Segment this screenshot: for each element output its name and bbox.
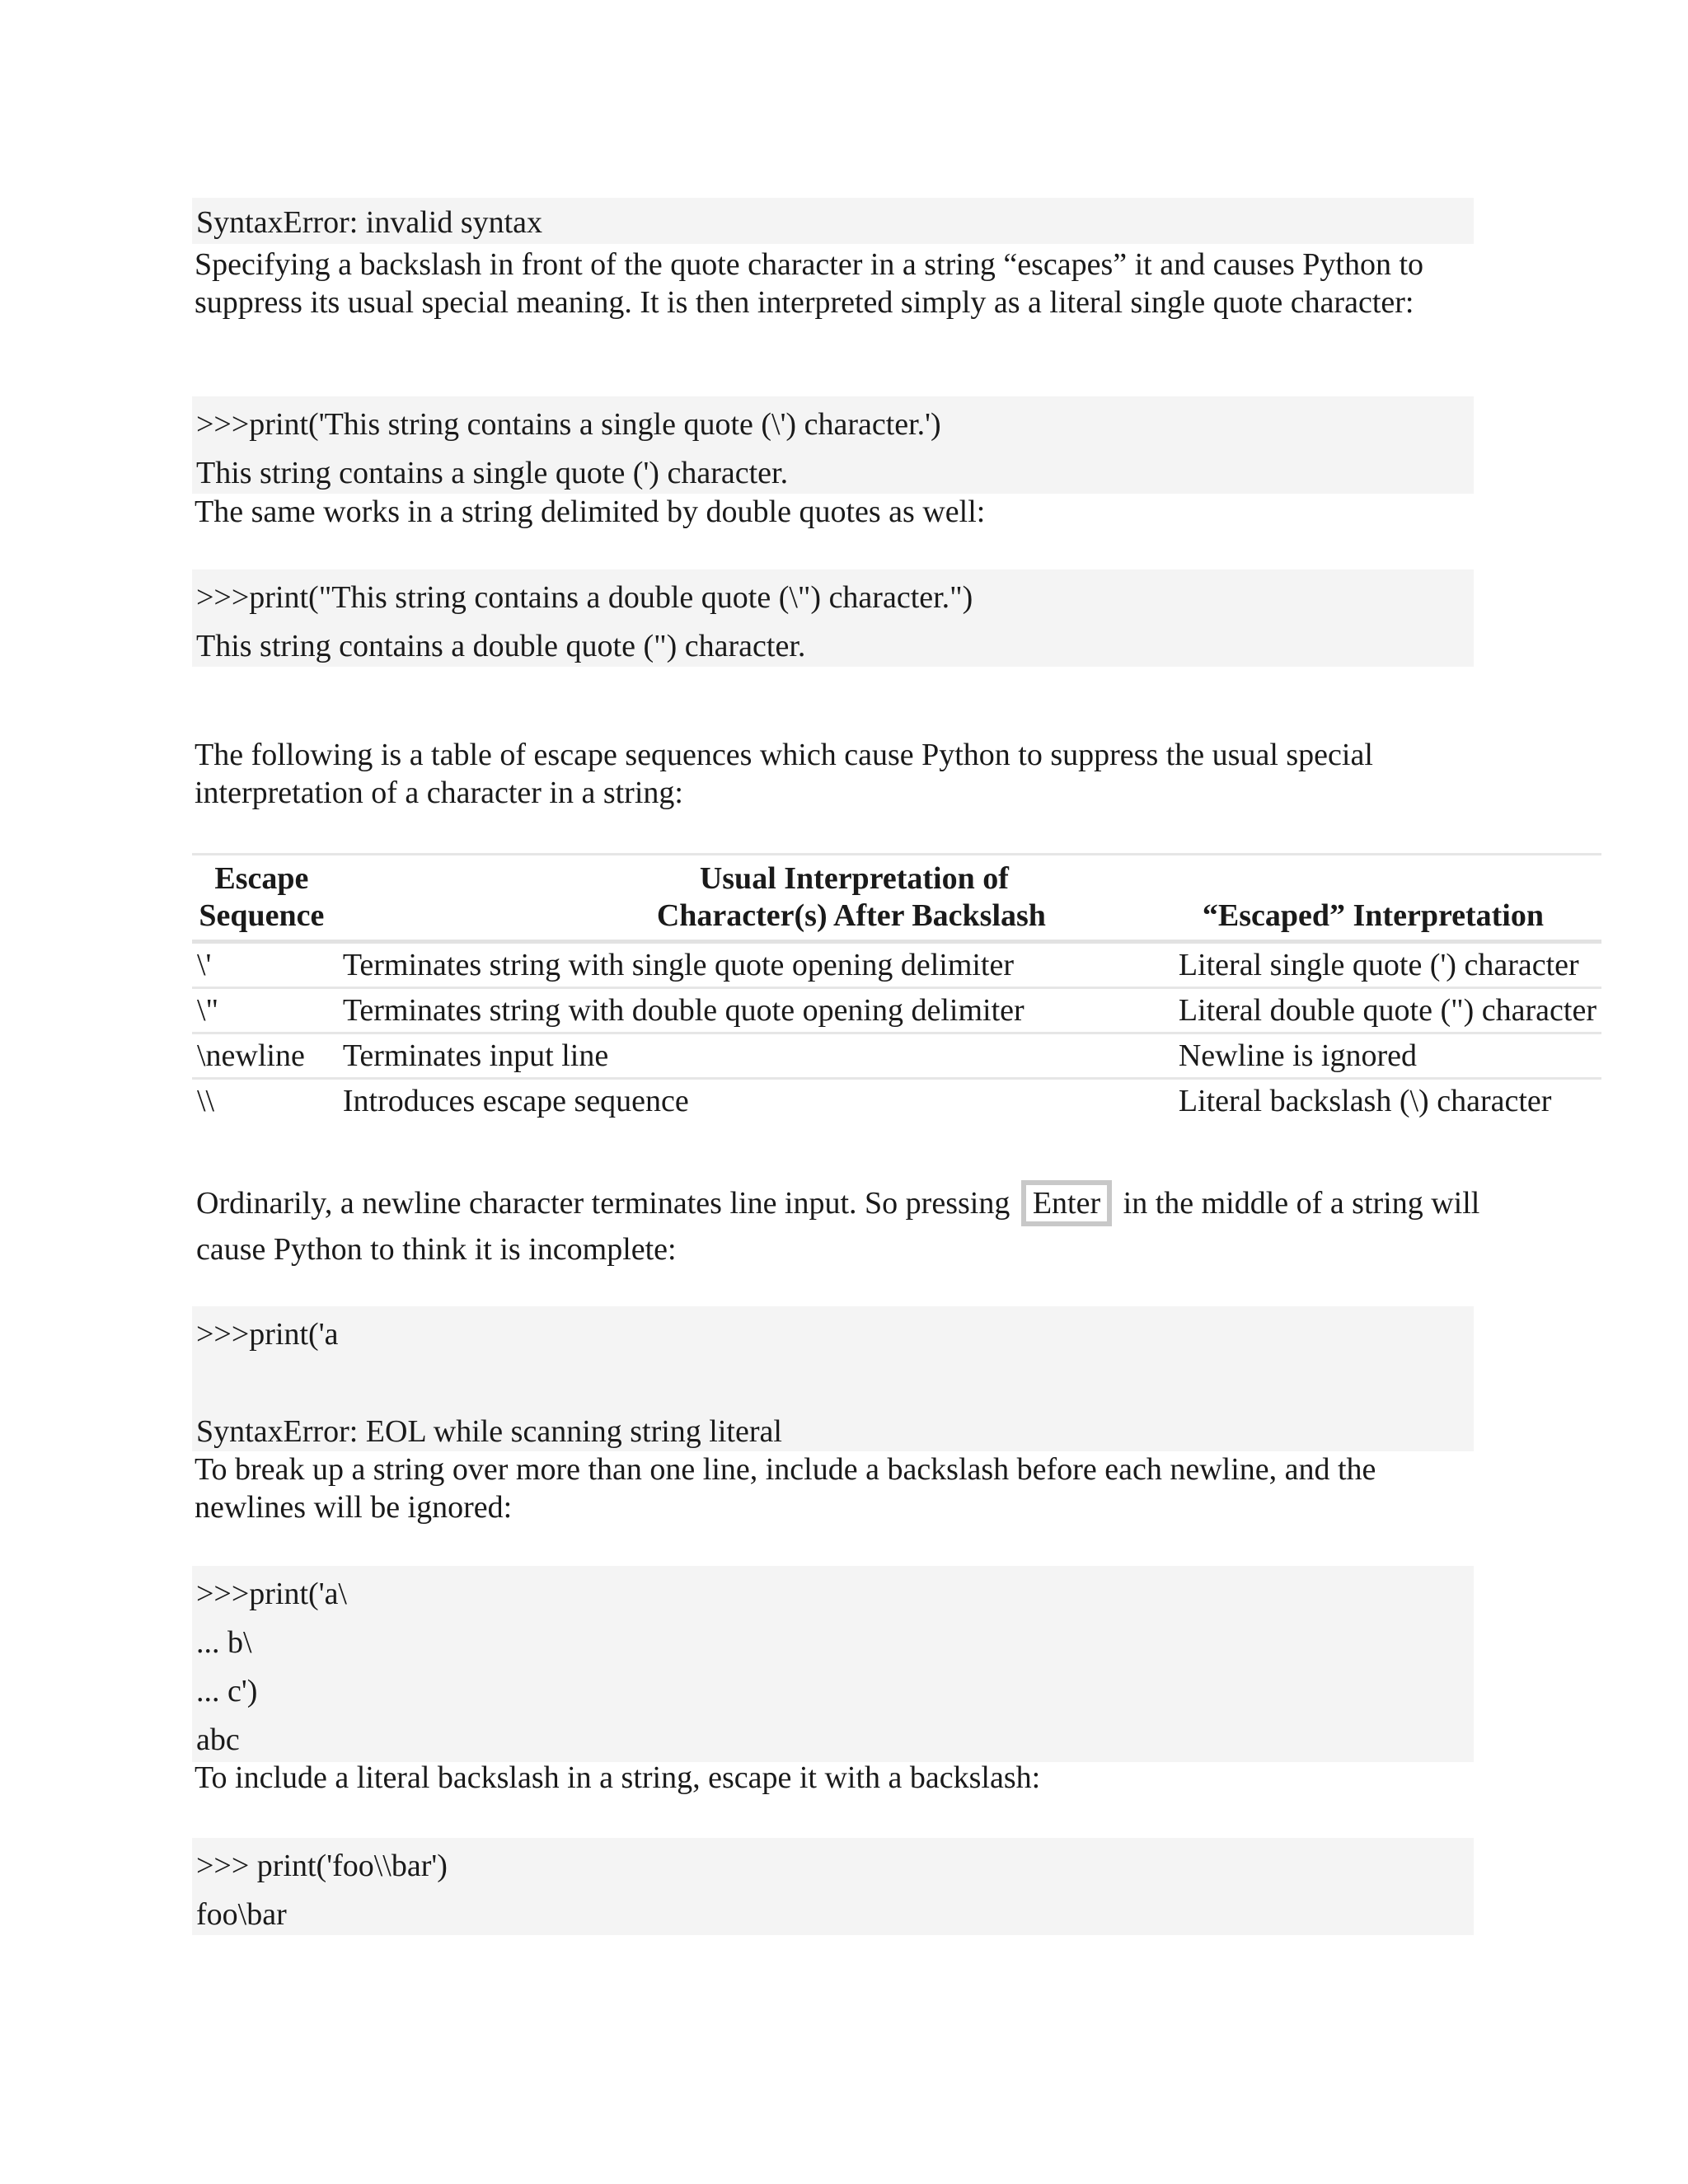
cell-escape: \' xyxy=(192,942,331,988)
paragraph-literal-backslash: To include a literal backslash in a string, escape it with a backslash: xyxy=(195,1760,1041,1795)
code-line: >>> print('foo\\bar') xyxy=(196,1849,448,1883)
header-escape-sequence xyxy=(192,855,331,942)
cell-escape: \" xyxy=(192,988,331,1033)
cell-escaped: Literal single quote (') character xyxy=(1179,942,1601,988)
cell-escaped: Literal backslash (\) character xyxy=(1178,1084,1552,1118)
paragraph-newline-input xyxy=(196,1180,1482,1272)
escape-sequence-table xyxy=(192,853,1601,1122)
header-text: Escape xyxy=(214,861,309,896)
cell-usual: Introduces escape sequence xyxy=(342,1084,689,1118)
cell-escaped: Newline is ignored xyxy=(1179,1033,1601,1079)
header-escaped-interpretation xyxy=(1179,855,1601,942)
cell-usual: Terminates string with double quote opening delimiter xyxy=(331,988,1179,1033)
code-line: ... b\ xyxy=(196,1625,252,1660)
code-output: SyntaxError: EOL while scanning string literal xyxy=(196,1414,782,1449)
code-block-eol-error xyxy=(192,1306,1474,1451)
paragraph-table-intro: The following is a table of escape sequences which cause Python to suppress the usual special interpretation of a character in a string: xyxy=(195,738,1373,810)
table-row xyxy=(192,942,1601,988)
code-output: This string contains a single quote (') character. xyxy=(196,456,789,490)
code-line: ... c') xyxy=(196,1674,258,1708)
enter-key: Enter xyxy=(1021,1180,1112,1226)
table-row xyxy=(192,1079,1601,1123)
code-line: >>>print('a xyxy=(196,1317,339,1352)
header-text: Usual Interpretation of xyxy=(699,861,1009,896)
code-line: >>>print("This string contains a double quote (\") character.") xyxy=(196,580,973,615)
paragraph-text: Ordinarily, a newline character terminates line input. So pressing xyxy=(196,1186,1010,1221)
table-header-row xyxy=(192,855,1601,942)
cell-escape: \\ xyxy=(197,1084,215,1118)
paragraph-line-continuation: To break up a string over more than one line, include a backslash before each newline, and the newlines will be ignored: xyxy=(195,1452,1376,1525)
cell-usual: Terminates input line xyxy=(331,1033,1179,1079)
code-line: >>>print('a\ xyxy=(196,1577,347,1611)
code-output: This string contains a double quote (") character. xyxy=(196,629,806,663)
paragraph-double-quotes: The same works in a string delimited by double quotes as well: xyxy=(195,494,986,529)
code-block-continuation xyxy=(192,1566,1474,1762)
paragraph-text: in the middle of a string will cause Python to think it is incomplete: xyxy=(196,1186,1480,1267)
header-text: Character(s) After Backslash xyxy=(656,898,1046,933)
cell-escaped: Literal double quote (") character xyxy=(1179,988,1601,1033)
code-line: SyntaxError: invalid syntax xyxy=(196,205,543,240)
paragraph-escape-explanation: Specifying a backslash in front of the quote character in a string “escapes” it and causes Python to suppress its usual special meaning. It is then interpreted simply as a literal single quote character: xyxy=(195,247,1424,320)
code-block-syntax-error xyxy=(192,198,1474,244)
code-line: >>>print('This string contains a single quote (\') character.') xyxy=(196,407,941,442)
code-block-backslash xyxy=(192,1838,1474,1935)
code-output: foo\bar xyxy=(196,1897,287,1932)
header-usual-interpretation xyxy=(331,855,1179,942)
code-block-single-quote xyxy=(192,396,1474,494)
code-block-double-quote xyxy=(192,569,1474,667)
code-output: abc xyxy=(196,1722,240,1757)
header-text: Sequence xyxy=(199,898,325,933)
cell-escape: \newline xyxy=(192,1033,331,1079)
cell-usual: Terminates string with single quote opening delimiter xyxy=(331,942,1179,988)
table-row xyxy=(192,988,1601,1033)
header-text: “Escaped” Interpretation xyxy=(1202,898,1544,933)
table-row xyxy=(192,1033,1601,1079)
